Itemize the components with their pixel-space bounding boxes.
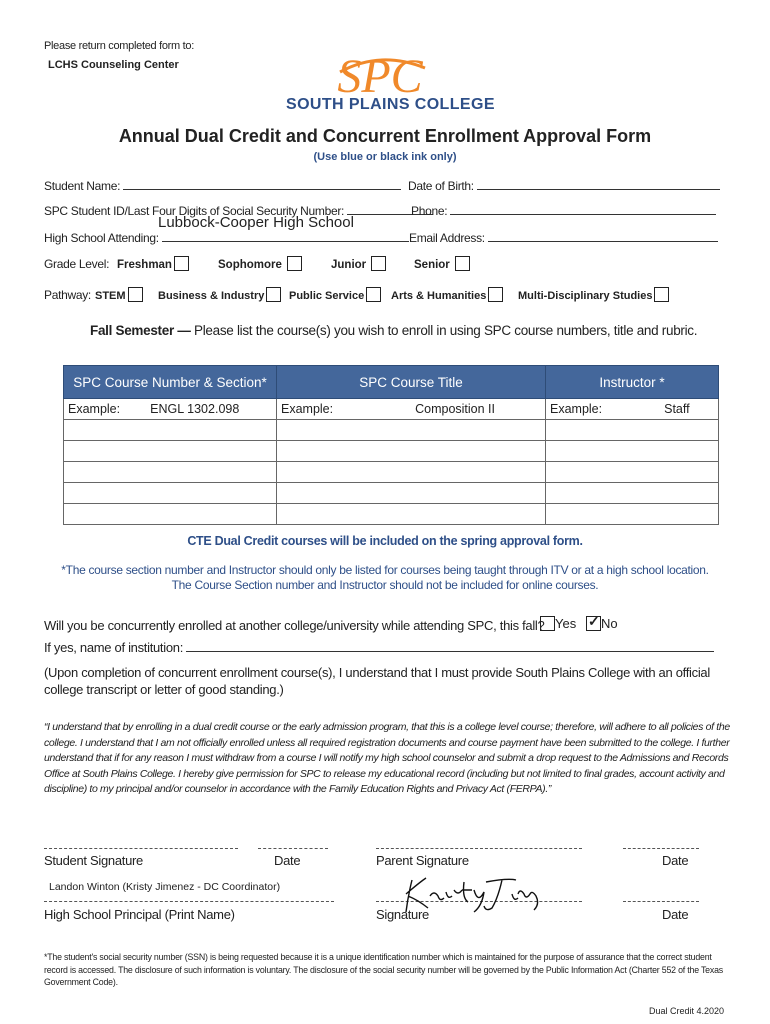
- course-number-cell[interactable]: [64, 504, 277, 525]
- section-note-2: The Course Section number and Instructor should not be included for online courses.: [171, 578, 599, 592]
- instructor-cell[interactable]: [546, 504, 719, 525]
- grade-sophomore-checkbox[interactable]: [287, 256, 302, 271]
- course-title-cell[interactable]: [277, 462, 546, 483]
- transcript-note: (Upon completion of concurrent enrollment course(s), I understand that I must provide South Plains College with an official college transcript or letter of good standing.): [44, 665, 710, 697]
- instructor-cell[interactable]: [546, 483, 719, 504]
- cte-note: CTE Dual Credit courses will be included on the spring approval form.: [187, 534, 583, 548]
- signature-date-label: Date: [662, 907, 689, 922]
- instructor-cell[interactable]: [546, 420, 719, 441]
- dob-label: Date of Birth:: [408, 179, 474, 193]
- pathway-multi[interactable]: Multi-Disciplinary Studies: [518, 287, 669, 302]
- table-row: [64, 441, 719, 462]
- parent-date-label: Date: [662, 853, 689, 868]
- grade-junior-checkbox[interactable]: [371, 256, 386, 271]
- grade-senior[interactable]: Senior: [414, 256, 470, 271]
- concurrent-yes-checkbox[interactable]: [540, 616, 555, 631]
- example-course-title: Example: Composition II: [277, 399, 546, 420]
- pathway-stem[interactable]: STEM: [95, 287, 143, 302]
- header-course-number: SPC Course Number & Section*: [64, 366, 277, 399]
- ssn-label: SPC Student ID/Last Four Digits of Social Security Number:: [44, 204, 345, 218]
- form-subtitle: (Use blue or black ink only): [313, 151, 457, 163]
- email-field[interactable]: [488, 228, 718, 242]
- pathway-label: Pathway:: [44, 288, 91, 302]
- instructor-cell[interactable]: [546, 441, 719, 462]
- course-title-cell[interactable]: [277, 420, 546, 441]
- grade-junior[interactable]: Junior: [331, 256, 386, 271]
- phone-label: Phone:: [411, 204, 448, 218]
- table-row-example: [64, 399, 719, 420]
- concurrent-yes[interactable]: Yes: [538, 616, 576, 631]
- pathway-multi-checkbox[interactable]: [654, 287, 669, 302]
- header-instructor: Instructor *: [546, 366, 719, 399]
- institution-field[interactable]: [186, 638, 714, 652]
- grade-label: Grade Level:: [44, 257, 110, 271]
- grade-freshman-checkbox[interactable]: [174, 256, 189, 271]
- pathway-business[interactable]: Business & Industry: [158, 287, 281, 302]
- dob-field[interactable]: [477, 176, 720, 190]
- grade-freshman[interactable]: Freshman: [117, 256, 189, 271]
- table-row: [64, 483, 719, 504]
- pathway-public-service-checkbox[interactable]: [366, 287, 381, 302]
- fall-heading: Fall Semester —: [90, 323, 191, 338]
- high-school-label: High School Attending:: [44, 231, 159, 245]
- course-title-cell[interactable]: [277, 441, 546, 462]
- course-number-cell[interactable]: [64, 483, 277, 504]
- example-instructor: Example: Staff: [546, 399, 719, 420]
- pathway-arts-checkbox[interactable]: [488, 287, 503, 302]
- course-number-cell[interactable]: [64, 462, 277, 483]
- phone-field[interactable]: [450, 201, 716, 215]
- student-name-row: [44, 176, 401, 193]
- fall-instruction-row: [90, 323, 697, 338]
- header-course-title: SPC Course Title: [277, 366, 546, 399]
- parent-signature-label: Parent Signature: [376, 853, 469, 868]
- college-name: SOUTH PLAINS COLLEGE: [286, 96, 495, 113]
- student-signature-line[interactable]: [44, 848, 238, 849]
- example-course-number: Example: ENGL 1302.098: [64, 399, 277, 420]
- course-title-cell[interactable]: [277, 504, 546, 525]
- logo-mark: SPC: [337, 52, 423, 102]
- parent-signature-line[interactable]: [376, 848, 582, 849]
- course-number-cell[interactable]: [64, 441, 277, 462]
- pathway-stem-checkbox[interactable]: [128, 287, 143, 302]
- return-line: Please return completed form to:: [44, 40, 194, 52]
- pathway-arts[interactable]: Arts & Humanities: [391, 287, 503, 302]
- concurrent-no[interactable]: ✓ No: [584, 616, 618, 631]
- institution-label: If yes, name of institution:: [44, 640, 184, 655]
- table-row: [64, 420, 719, 441]
- signature-date-line[interactable]: [623, 901, 699, 902]
- agreement-text: “I understand that by enrolling in a dual credit course or the early admission program, that this is a college level course; therefore, will adhere to all policies of the college. I understand that I am not officially enrolled unless all required registration documents and course payment have been submitted to the college. I further understand that if for any reason I must withdraw from a course I will notify my high school counselor and submit a drop request to the Admissions and Records Office at South Plains College. I hereby give permission for SPC to release my educational record (including but not limited to final grades, account activity and discipline) to my principal and/or counselor in accordance with the Family Education Rights and Privacy Act (FERPA).”: [44, 721, 730, 795]
- courses-table: [63, 365, 719, 525]
- student-date-line[interactable]: [258, 848, 328, 849]
- concurrent-no-checkbox[interactable]: [586, 616, 601, 631]
- dob-row: [408, 176, 720, 193]
- phone-row: [411, 201, 716, 218]
- email-row: [409, 228, 718, 245]
- table-row: [64, 504, 719, 525]
- grade-senior-checkbox[interactable]: [455, 256, 470, 271]
- grade-sophomore[interactable]: Sophomore: [218, 256, 302, 271]
- ssn-footnote: *The student's social security number (SSN) is being requested because it is a unique identification number which is maintained for the purpose of assurance that the correct student record is accessed. The disclosure of such information is voluntary. The disclosure of the social security number will be governed by the Public Information Act (Charter 552 of the Texas Government Code).: [44, 952, 723, 987]
- courses-table-wrap: [63, 365, 719, 525]
- spc-logo: [300, 52, 460, 102]
- table-row: [64, 462, 719, 483]
- principal-name-label: High School Principal (Print Name): [44, 907, 235, 922]
- parent-date-line[interactable]: [623, 848, 699, 849]
- pathway-business-checkbox[interactable]: [266, 287, 281, 302]
- form-title: Annual Dual Credit and Concurrent Enrollment Approval Form: [118, 126, 652, 146]
- fall-instruction: Please list the course(s) you wish to enroll in using SPC course numbers, title and rubric.: [194, 323, 698, 338]
- student-name-field[interactable]: [123, 176, 401, 190]
- institution-row: [44, 638, 714, 655]
- course-title-cell[interactable]: [277, 483, 546, 504]
- principal-name-line[interactable]: [44, 901, 334, 902]
- student-name-label: Student Name:: [44, 179, 121, 193]
- section-note-1: *The course section number and Instructor should only be listed for courses being taught through ITV or at a high school location.: [61, 563, 709, 577]
- course-number-cell[interactable]: [64, 420, 277, 441]
- concurrent-question: Will you be concurrently enrolled at another college/university while attending SPC, this fall?: [44, 618, 545, 633]
- return-to: LCHS Counseling Center: [48, 59, 179, 71]
- form-version: Dual Credit 4.2020: [649, 1006, 725, 1016]
- instructor-cell[interactable]: [546, 462, 719, 483]
- email-label: Email Address:: [409, 231, 485, 245]
- principal-name-value: Landon Winton (Kristy Jimenez - DC Coordinator): [49, 881, 281, 893]
- pathway-public-service[interactable]: Public Service: [289, 287, 381, 302]
- student-signature-label: Student Signature: [44, 853, 143, 868]
- signature-label: Signature: [376, 907, 429, 922]
- high-school-value: Lubbock-Cooper High School: [158, 214, 354, 231]
- student-date-label: Date: [274, 853, 301, 868]
